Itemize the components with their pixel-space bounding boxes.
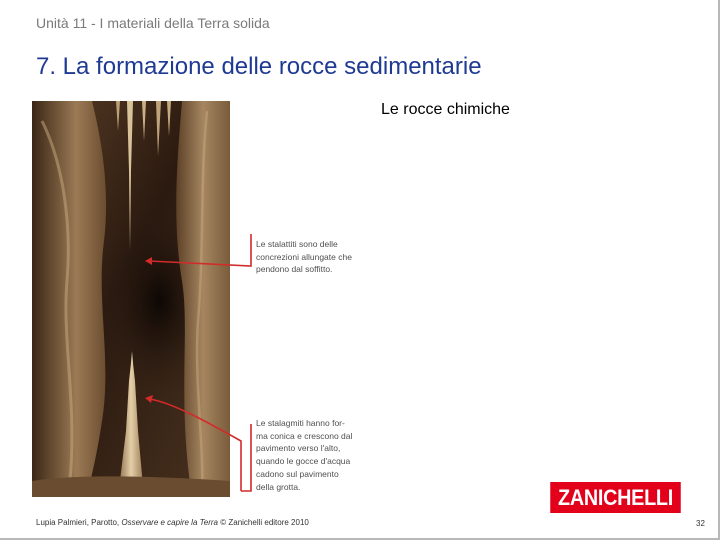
caption-line: pavimento verso l'alto,: [256, 443, 341, 454]
stalagmite-arrowhead: [145, 395, 153, 403]
caption-line: Le stalagmiti hanno for-: [256, 418, 345, 428]
footer-credit: [36, 518, 309, 527]
zanichelli-logo: ZANICHELLI: [550, 482, 681, 513]
cave-figure: [32, 101, 360, 497]
caption-line: cadono sul pavimento: [256, 468, 339, 479]
credit-authors: Lupia Palmieri, Parotto,: [36, 518, 122, 527]
caption-line: della grotta.: [256, 481, 301, 492]
page-number: 32: [696, 519, 705, 528]
caption-line: Le stalattiti sono delle: [256, 239, 338, 249]
credit-book-title: Osservare e capire la Terra: [121, 518, 219, 527]
stalagmite-callout-line: [150, 399, 251, 491]
caption-line: quando le gocce d'acqua: [256, 456, 351, 467]
section-subtitle: Le rocce chimiche: [381, 101, 510, 118]
caption-line: concrezioni allungate che: [256, 251, 352, 262]
stalactite-callout-line: [149, 234, 251, 266]
stalactite-arrowhead: [145, 257, 152, 265]
caption-line: ma conica e crescono dal: [256, 430, 353, 441]
stalagmite-caption: [256, 417, 352, 493]
slide-title: 7. La formazione delle rocce sedimentarie: [36, 53, 482, 80]
caption-line: pendono dal soffitto.: [256, 264, 333, 275]
unit-header: Unità 11 - I materiali della Terra solida: [36, 15, 270, 31]
stalactite-caption: [256, 238, 352, 276]
credit-publisher: © Zanichelli editore 2010: [218, 518, 309, 527]
